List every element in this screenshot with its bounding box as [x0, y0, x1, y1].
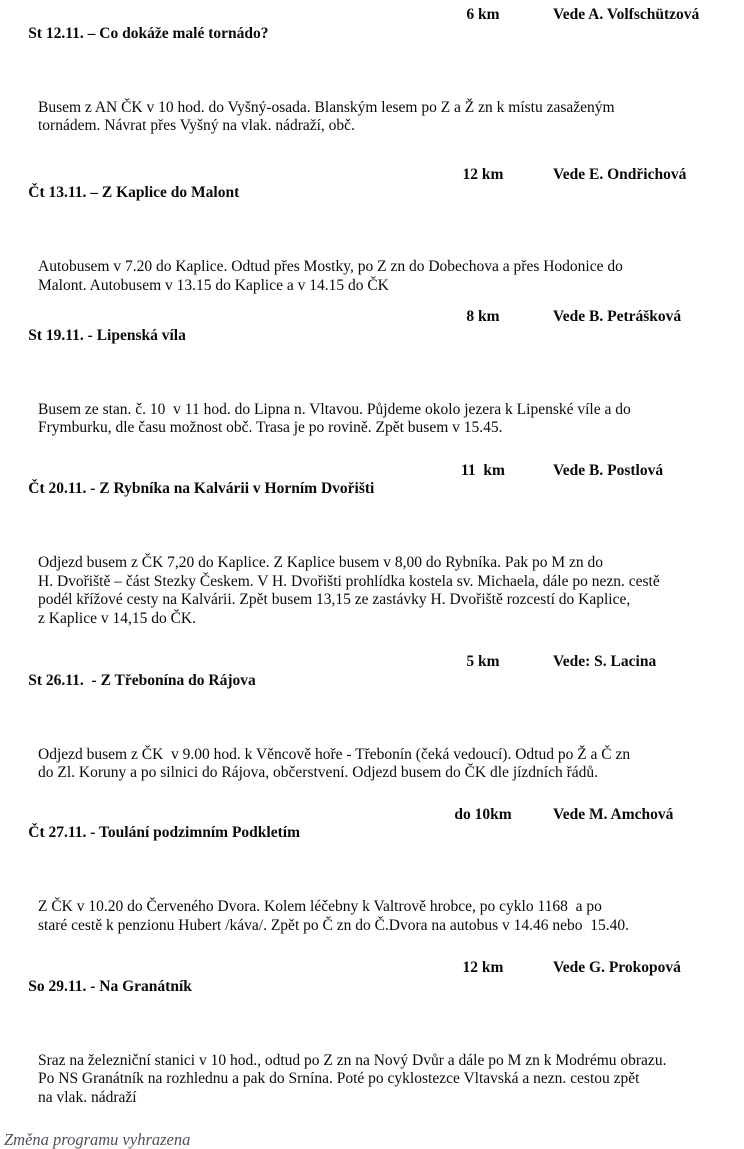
trip-description-line: podél křížové cesty na Kalvárii. Zpět busem 13,15 ze zastávky H. Dvořiště rozcestí do Kaplice,: [38, 591, 631, 608]
trip-header-3: [5, 308, 744, 401]
trip-title: St 19.11. - Lipenská víla: [28, 326, 186, 344]
trip-description: [5, 898, 744, 935]
trip-title: So 29.11. - Na Granátník: [28, 977, 192, 995]
trip-description: [5, 99, 744, 136]
trip-description-line: Autobusem v 7.20 do Kaplice. Odtud přes Mostky, po Z zn do Dobechova a přes Hodonice do: [38, 258, 623, 275]
trip-header-6: [5, 806, 744, 899]
trip-header-2: [5, 166, 744, 259]
trip-description-line: staré cestě k penzionu Hubert /káva/. Zpět po Č zn do Č.Dvora na autobus v 14.46 nebo 15.40.: [38, 916, 630, 934]
trip-description: [5, 401, 744, 438]
trip-leader: Vede E. Ondřichová: [553, 165, 687, 183]
trip-description: [5, 746, 744, 783]
trip-title: Čt 20.11. - Z Rybníka na Kalvárii v Horním Dvořišti: [28, 480, 375, 497]
trip-description: [5, 1052, 744, 1108]
trip-title: St 26.11. - Z Třebonína do Rájova: [28, 671, 256, 689]
trip-description: [5, 258, 744, 295]
trip-section-5: [5, 653, 744, 783]
trip-description-line: do Zl. Koruny a po silnici do Rájova, občerstvení. Odjezd busem do ČK dle jízdních řádů.: [38, 764, 599, 781]
trip-header-5: [5, 653, 744, 746]
trip-distance: 5 km: [466, 653, 500, 670]
trip-section-1: [5, 6, 744, 136]
trip-distance: 12 km: [462, 165, 504, 183]
trip-section-3: [5, 308, 744, 438]
trip-header-1: [5, 6, 744, 99]
trip-description-line: na vlak. nádraží: [38, 1088, 137, 1106]
trip-description-line: Busem z AN ČK v 10 hod. do Vyšný-osada. Blanským lesem po Z a Ž zn k místu zasaženým: [38, 98, 615, 116]
trip-description-line: Z ČK v 10.20 do Červeného Dvora. Kolem léčebny k Valtrově hrobce, po cyklo 1168 a po: [38, 898, 602, 915]
trip-section-2: [5, 166, 744, 296]
trip-description-line: Odjezd busem z ČK v 9.00 hod. k Věncově hoře - Třebonín (čeká vedoucí). Odtud po Ž a Č zn: [38, 745, 631, 763]
trip-section-7: [5, 959, 744, 1107]
trip-description-line: Odjezd busem z ČK 7,20 do Kaplice. Z Kaplice busem v 8,00 do Rybníka. Pak po M zn do: [38, 554, 604, 571]
trip-leader: Vede G. Prokopová: [553, 959, 681, 976]
trip-description-line: Malont. Autobusem v 13.15 do Kaplice a v 14.15 do ČK: [38, 276, 389, 294]
trip-title: St 12.11. – Co dokáže malé tornádo?: [28, 24, 269, 42]
trip-description-line: Frymburku, dle času možnost obč. Trasa je po rovině. Zpět busem v 15.45.: [38, 419, 503, 436]
trip-distance: 6 km: [466, 6, 500, 23]
trip-section-4: [5, 462, 744, 629]
trip-description-line: H. Dvořiště – část Stezky Českem. V H. Dvořišti prohlídka kostela sv. Michaela, dále po nezn. cestě: [38, 572, 660, 590]
trip-leader: Vede B. Postlová: [553, 461, 664, 479]
trip-description: [5, 554, 744, 628]
trip-leader: Vede A. Volfschützová: [553, 6, 700, 23]
trip-description-line: Po NS Granátník na rozhlednu a pak do Srnína. Poté po cyklostezce Vltavská a nezn. cestou zpět: [38, 1070, 640, 1087]
trip-distance: 12 km: [462, 959, 504, 976]
trip-distance: do 10km: [454, 805, 512, 823]
trip-description-line: Busem ze stan. č. 10 v 11 hod. do Lipna n. Vltavou. Půjdeme okolo jezera k Lipenské víle a do: [38, 400, 631, 418]
trip-leader: Vede: S. Lacina: [553, 653, 657, 670]
trip-title: Čt 27.11. - Toulání podzimním Podkletím: [28, 824, 300, 841]
program-change-note: Změna programu vyhrazena: [4, 1130, 191, 1149]
trip-description-line: Sraz na železniční stanici v 10 hod., odtud po Z zn na Nový Dvůr a dále po M zn k Modrému obrazu.: [38, 1051, 667, 1069]
trip-leader: Vede M. Amchová: [553, 805, 674, 823]
trip-distance: 11 km: [461, 461, 505, 479]
trip-header-7: [5, 959, 744, 1052]
trip-header-4: [5, 462, 744, 555]
trip-description-line: z Kaplice v 14,15 do ČK.: [38, 609, 196, 627]
trip-title: Čt 13.11. – Z Kaplice do Malont: [28, 184, 240, 201]
trip-section-6: [5, 806, 744, 936]
trip-distance: 8 km: [466, 308, 500, 325]
trip-description-line: tornádem. Návrat přes Vyšný na vlak. nádraží, obč.: [38, 117, 355, 134]
trip-leader: Vede B. Petrášková: [553, 308, 682, 325]
